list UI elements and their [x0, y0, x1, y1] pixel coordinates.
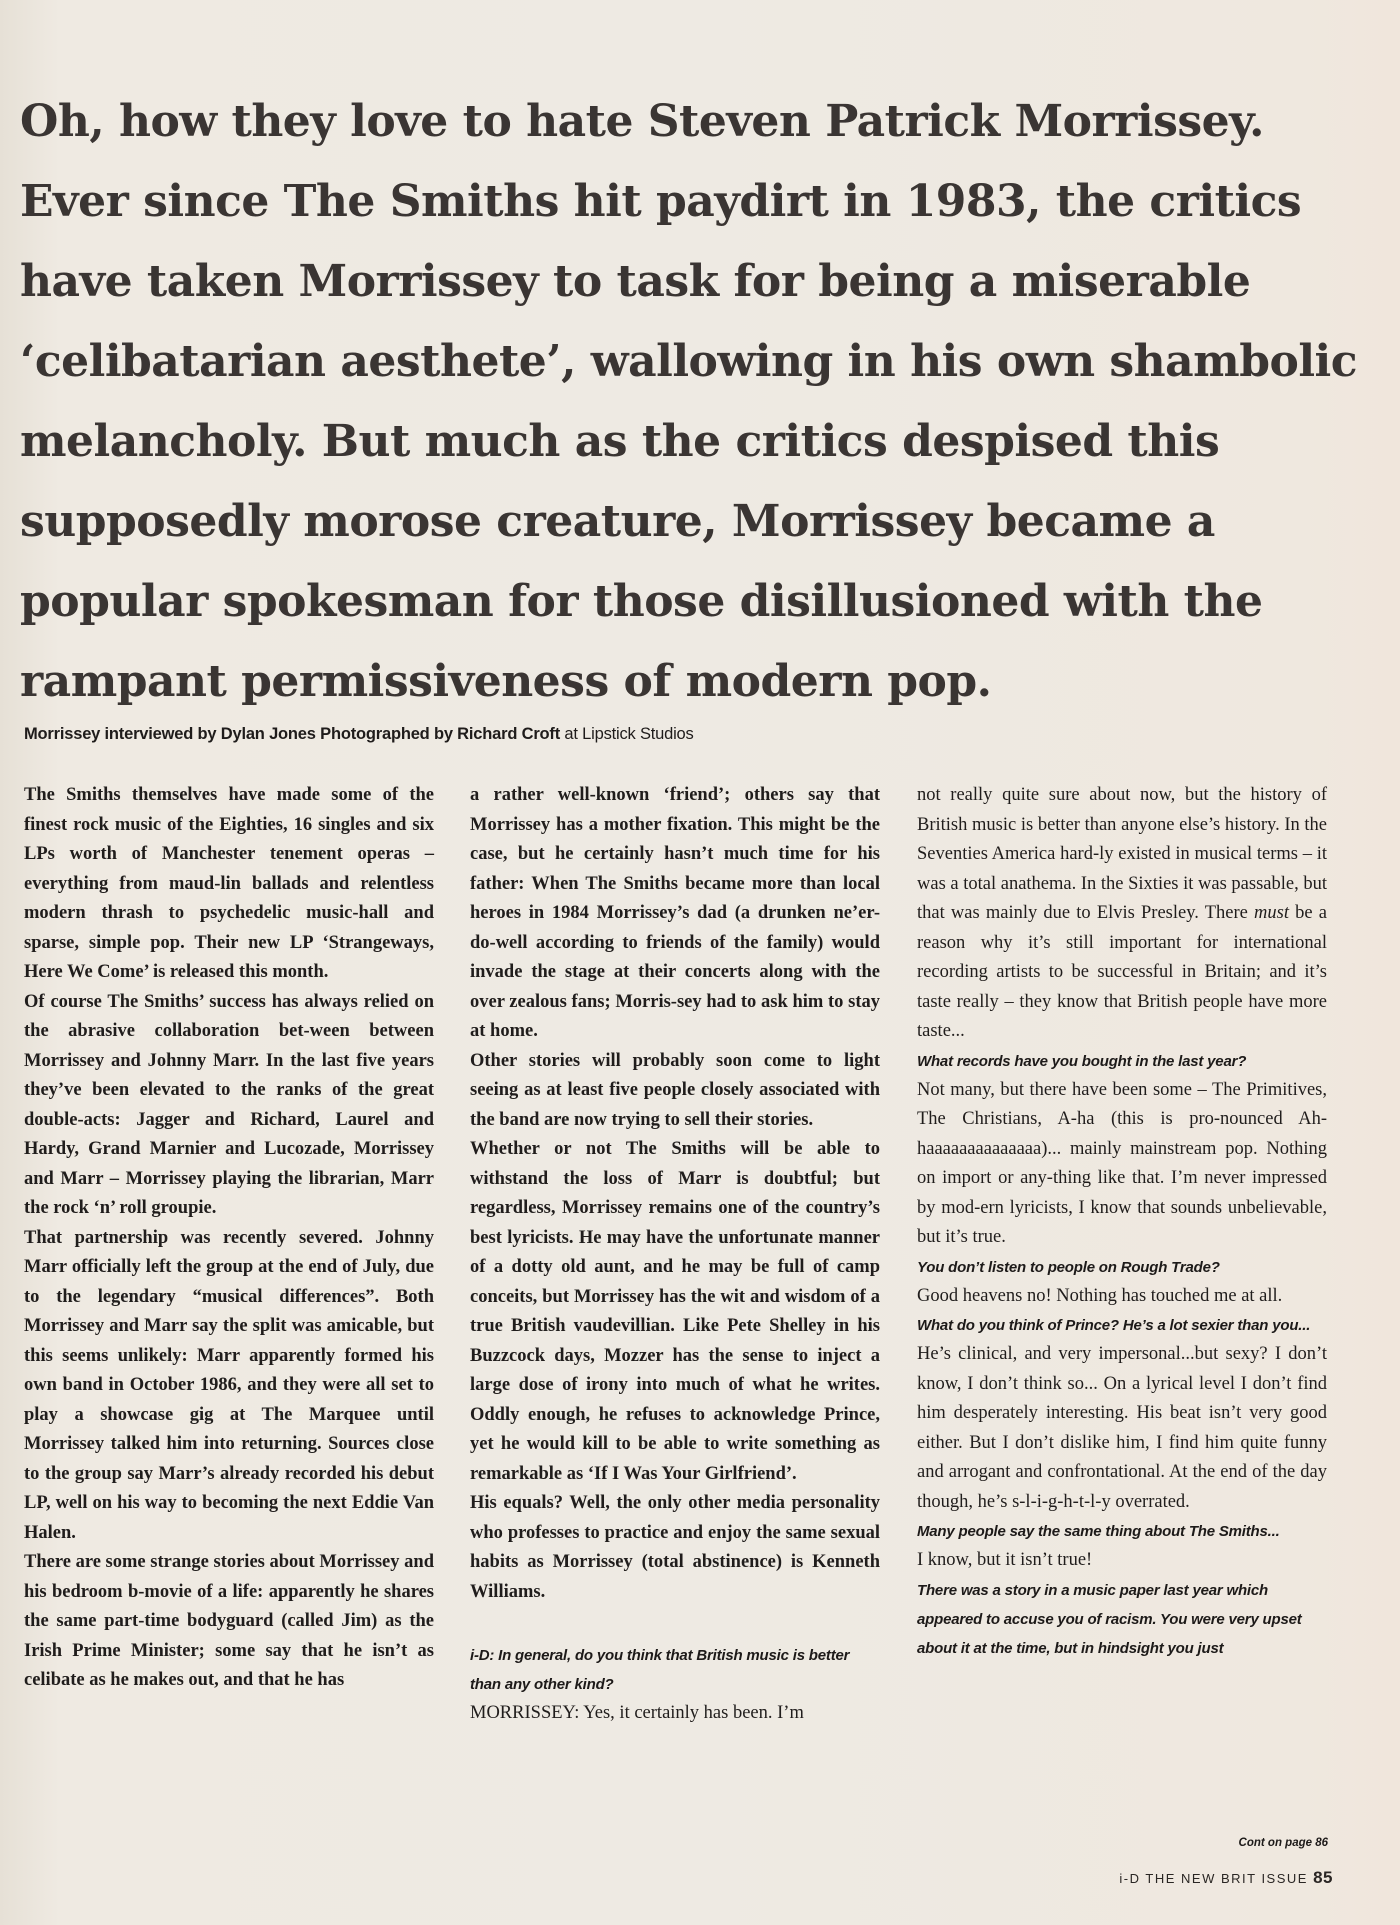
interview-question: What records have you bought in the last year? [917, 1052, 1247, 1070]
body-paragraph: a rather well-known ‘friend’; others say that Morrissey has a mother fixation. This might be the case, but he certainly hasn’t much time for his father: When The Smiths became more than local heroes in 1984 Morrissey’s dad (a drunken ne’er-do-well according to friends of the family) would invade the stage at their concerts along with the over zealous fans; Morris-sey had to ask him to stay at home. [470, 785, 880, 1041]
article-column-middle [470, 781, 880, 1729]
body-paragraph: Other stories will probably soon come to light seeing as at least five people closely associated with the band are now trying to sell their stories. [470, 1050, 880, 1130]
interview-question: There was a story in a music paper last year which appeared to accuse you of racism. You were very upset about it at the time, but in hindsight you just [917, 1581, 1302, 1657]
body-paragraph: Whether or not The Smiths will be able to withstand the loss of Marr is doubtful; but regardless, Morrissey remains one of the country’s best lyricists. He may have the unfortunate manner of a dotty old aunt, and he may be full of camp conceits, but Morrissey has the wit and wisdom of a true British vaudevillian. Like Pete Shelley in his Buzzcock days, Mozzer has the sense to inject a large dose of irony into much of what he writes. Oddly enough, he refuses to acknowledge Prince, yet he would kill to be able to write something as remarkable as ‘If I Was Your Girlfriend’. [470, 1139, 880, 1484]
answer-text: not really quite sure about now, but the history of British music is better than anyone else’s history. In the Seventies America hard-ly existed in musical terms – it was a total anathema. In the Sixties it was passable, but that was mainly due to Elvis Presley. There [917, 785, 1327, 923]
interview-question: You don’t listen to people on Rough Trade? [917, 1258, 1220, 1276]
interview-question: Many people say the same thing about The Smiths... [917, 1523, 1280, 1540]
standfirst-line: have taken Morrissey to task for being a miserable [20, 256, 1251, 307]
interview-question: i-D: In general, do you think that British music is better than any other kind? [470, 1647, 850, 1693]
page-footer [1119, 1868, 1333, 1888]
article-column-left [24, 781, 434, 1696]
byline-credits: Morrissey interviewed by Dylan Jones Photographed by Richard Croft [24, 725, 561, 743]
continuation-note: Cont on page 86 [1238, 1837, 1328, 1849]
body-paragraph: There are some strange stories about Morrissey and his bedroom b-movie of a life: apparently he shares the same part-time bodyguard (called Jim) as the Irish Prime Minister; some say that he isn’t as celibate as he makes out, and that he has [24, 1552, 434, 1690]
interview-answer: Good heavens no! Nothing has touched me at all. [917, 1285, 1283, 1306]
answer-text: be a reason why it’s still important for international recording artists to be successful in Britain; and it’s taste really – they know that British people have more taste... [917, 903, 1327, 1041]
page-number: 85 [1313, 1868, 1333, 1887]
standfirst-line: rampant permissiveness of modern pop. [20, 656, 992, 707]
body-paragraph: That partnership was recently severed. Johnny Marr officially left the group at the end of July, due to the legendary “musical differences”. Both Morrissey and Marr say the split was amicable, but this seems unlikely: Marr apparently formed his own band in October 1986, and they were all set to play a showcase gig at The Marquee until Morrissey talked him into returning. Sources close to the group say Marr’s already recorded his debut LP, well on his way to becoming the next Eddie Van Halen. [24, 1227, 434, 1543]
standfirst-line: ‘celibatarian aesthete’, wallowing in his own shambolic [20, 336, 1358, 387]
interview-answer: I know, but it isn’t true! [917, 1550, 1093, 1570]
standfirst-headline [20, 82, 1358, 722]
interview-answer: MORRISSEY: Yes, it certainly has been. I’m [470, 1703, 804, 1723]
standfirst-line: Oh, how they love to hate Steven Patrick Morrissey. [20, 96, 1264, 147]
byline-studio: at Lipstick Studios [560, 725, 694, 743]
interview-answer: He’s clinical, and very impersonal...but sexy? I don’t know, I don’t think so... On a lyrical level I don’t find him desperately interesting. His beat isn’t very good either. But I don’t dislike him, I find him quite funny and arrogant and confrontational. At the end of the day though, he’s s-l-i-g-h-t-l-y overrated. [917, 1344, 1327, 1512]
body-paragraph: Of course The Smiths’ success has always relied on the abrasive collaboration bet-ween between Morrissey and Johnny Marr. In the last five years they’ve been elevated to the ranks of the great double-acts: Jagger and Richard, Laurel and Hardy, Grand Marnier and Lucozade, Morrissey and Marr – Morrissey playing the librarian, Marr the rock ‘n’ roll groupie. [24, 991, 434, 1218]
standfirst-line: Ever since The Smiths hit paydirt in 1983, the critics [20, 176, 1302, 227]
interview-answer [917, 781, 1327, 1047]
body-paragraph: The Smiths themselves have made some of the finest rock music of the Eighties, 16 singles and six LPs worth of Manchester tenement operas – everything from maud-lin ballads and relentless modern thrash to psychedelic music-hall and sparse, simple pop. Their new LP ‘Strangeways, Here We Come’ is released this month. [24, 785, 434, 982]
byline [24, 725, 694, 744]
standfirst-line: popular spokesman for those disillusioned with the [20, 576, 1263, 627]
article-column-right [917, 781, 1327, 1663]
standfirst-line: melancholy. But much as the critics despised this [20, 416, 1220, 467]
interview-answer: Not many, but there have been some – The Primitives, The Christians, A-ha (this is pro-nounced Ah-haaaaaaaaaaaaaa)... mainly mainstream pop. Nothing on import or any-thing like that. I’m never impressed by mod-ern lyricists, I know that sounds unbelievable, but it’s true. [917, 1079, 1327, 1247]
standfirst-line: supposedly morose creature, Morrissey became a [20, 496, 1215, 547]
publication-title: i-D THE NEW BRIT ISSUE [1119, 1871, 1314, 1886]
interview-question: What do you think of Prince? He’s a lot sexier than you... [917, 1317, 1311, 1334]
body-paragraph: His equals? Well, the only other media personality who professes to practice and enjoy the same sexual habits as Morrissey (total abstinence) is Kenneth Williams. [470, 1493, 880, 1602]
emphasis-text: must [1254, 903, 1289, 923]
